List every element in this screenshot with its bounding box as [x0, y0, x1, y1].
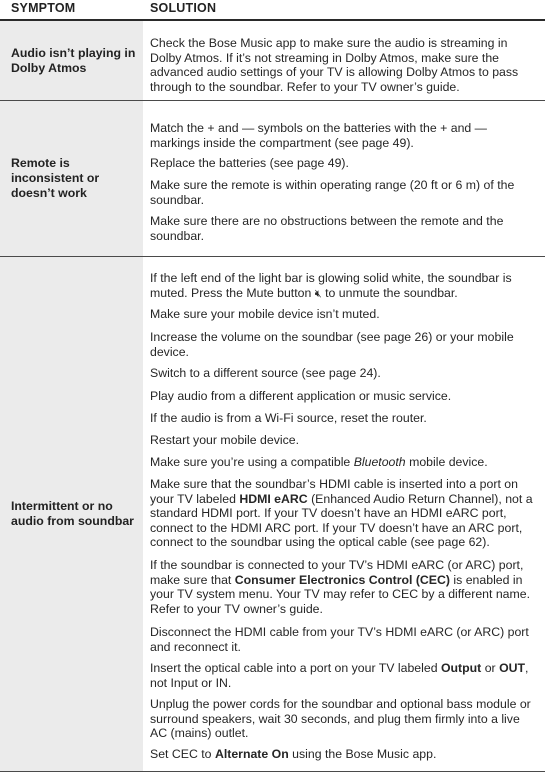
symptom-text: Audio isn’t playing in Dolby Atmos	[11, 45, 136, 75]
symptom-cell	[0, 257, 143, 771]
solution-text: Disconnect the HDMI cable from your TV’s HDMI eARC (or ARC) port and reconnect it.	[150, 625, 529, 654]
table-row	[0, 21, 545, 101]
symptom-text: Intermittent or no audio from soundbar	[11, 499, 134, 528]
solution-text: Insert the optical cable into a port on your TV labeled Output or OUT, not Input or IN.	[150, 661, 529, 690]
header-symptom: SYMPTOM	[11, 1, 76, 15]
solution-text: If the audio is from a Wi-Fi source, reset the router.	[150, 411, 427, 425]
symptom-cell	[0, 101, 143, 256]
solution-text: Match the + and — symbols on the batteries with the + and — markings inside the compartment (see page 49).	[150, 121, 487, 150]
symptom-text: Remote is inconsistent or doesn’t work	[11, 156, 100, 200]
symptom-cell	[0, 21, 143, 100]
solution-text: Play audio from a different application or music service.	[150, 389, 452, 403]
mute-icon: 🔇︎	[314, 287, 322, 300]
solution-cell	[143, 21, 545, 100]
solution-text: Set CEC to Alternate On using the Bose Music app.	[150, 747, 437, 761]
solution-text: Replace the batteries (see page 49).	[150, 156, 349, 170]
solution-text: Check the Bose Music app to make sure the audio is streaming in Dolby Atmos. If it’s not streaming in Dolby Atmos, make sure the advanced audio settings of your TV is allowing Dolby Atmos to pass through to the soundbar. Refer to your TV owner’s guide.	[150, 36, 519, 94]
solution-text: Increase the volume on the soundbar (see page 26) or your mobile device.	[150, 330, 514, 359]
solution-cell	[143, 257, 545, 771]
solution-text: Make sure that the soundbar’s HDMI cable is inserted into a port on your TV labeled HDMI eARC (Enhanced Audio Return Channel), not a standard HDMI port. If your TV doesn’t have an HDMI eARC port, connect to the HDMI ARC port. If your TV doesn’t have an ARC port, connect to the soundbar using the optical cable (see page 62).	[150, 477, 533, 549]
table-header	[0, 0, 545, 21]
solution-text: If the soundbar is connected to your TV’s HDMI eARC (or ARC) port, make sure that Consumer Electronics Control (CEC) is enabled in your TV system menu. Your TV may refer to CEC by a different name. Refer to your TV owner’s guide.	[150, 558, 531, 616]
solution-cell	[143, 101, 545, 256]
solution-text: Restart your mobile device.	[150, 433, 299, 447]
table-row	[0, 257, 545, 772]
solution-text: Make sure there are no obstructions between the remote and the soundbar.	[150, 214, 504, 243]
solution-text: Make sure you’re using a compatible Bluetooth mobile device.	[150, 455, 488, 469]
solution-text: If the left end of the light bar is glowing solid white, the soundbar is muted. Press the Mute button 🔇︎ to unmute the soundbar.	[150, 271, 512, 300]
solution-text: Make sure your mobile device isn’t muted.	[150, 307, 380, 321]
solution-text: Switch to a different source (see page 24).	[150, 366, 381, 380]
solution-text: Make sure the remote is within operating range (20 ft or 6 m) of the soundbar.	[150, 178, 515, 207]
table-row	[0, 101, 545, 257]
header-solution: SOLUTION	[150, 1, 217, 15]
solution-text: Unplug the power cords for the soundbar and optional bass module or surround speakers, wait 30 seconds, and plug them firmly into a live AC (mains) outlet.	[150, 697, 531, 740]
